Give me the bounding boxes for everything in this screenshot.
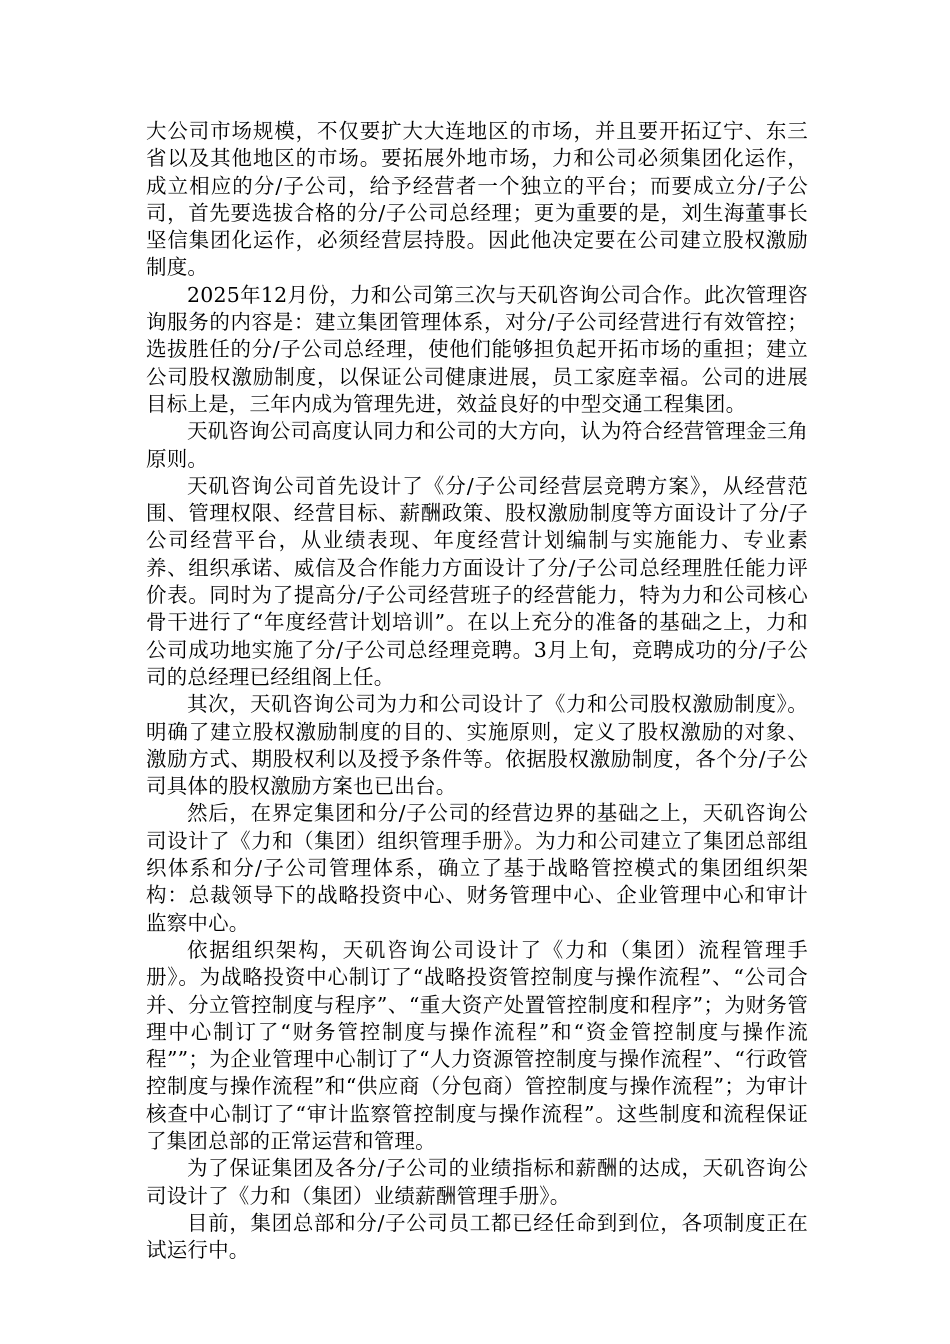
paragraph-3: 天矶咨询公司高度认同力和公司的大方向，认为符合经营管理金三角原则。 [146, 419, 808, 471]
document-page [146, 118, 808, 1264]
paragraph-5: 其次，天矶咨询公司为力和公司设计了《力和公司股权激励制度》。明确了建立股权激励制度的目的、实施原则，定义了股权激励的对象、激励方式、期股权利以及授予条件等。依据股权激励制度，各个分/子公司具体的股权激励方案也已出台。 [146, 692, 808, 799]
paragraph-8: 为了保证集团及各分/子公司的业绩指标和薪酬的达成，天矶咨询公司设计了《力和（集团）业绩薪酬管理手册》。 [146, 1156, 808, 1208]
paragraph-4: 天矶咨询公司首先设计了《分/子公司经营层竞聘方案》，从经营范围、管理权限、经营目标、薪酬政策、股权激励制度等方面设计了分/子公司经营平台，从业绩表现、年度经营计划编制与实施能力、专业素养、组织承诺、威信及合作能力方面设计了分/子公司总经理胜任能力评价表。同时为了提高分/子公司经营班子的经营能力，特为力和公司核心骨干进行了“年度经营计划培训”。在以上充分的准备的基础之上，力和公司成功地实施了分/子公司总经理竞聘。3月上旬，竞聘成功的分/子公司的总经理已经组阁上任。 [146, 473, 808, 689]
paragraph-6: 然后，在界定集团和分/子公司的经营边界的基础之上，天矶咨询公司设计了《力和（集团）组织管理手册》。为力和公司建立了集团总部组织体系和分/子公司管理体系，确立了基于战略管控模式的集团组织架构：总裁领导下的战略投资中心、财务管理中心、企业管理中心和审计监察中心。 [146, 801, 808, 935]
paragraph-9: 目前，集团总部和分/子公司员工都已经任命到到位，各项制度正在试运行中。 [146, 1210, 808, 1263]
paragraph-1: 大公司市场规模，不仅要扩大大连地区的市场，并且要开拓辽宁、东三省以及其他地区的市场。要拓展外地市场，力和公司必须集团化运作，成立相应的分/子公司，给予经营者一个独立的平台；而要成立分/子公司，首先要选拔合格的分/子公司总经理；更为重要的是，刘生海董事长坚信集团化运作，必须经营层持股。因此他决定要在公司建立股权激励制度。 [146, 119, 808, 280]
paragraph-2: 2025年12月份，力和公司第三次与天矶咨询公司合作。此次管理咨询服务的内容是：建立集团管理体系，对分/子公司经营进行有效管控；选拔胜任的分/子公司总经理，使他们能够担负起开拓市场的重担；建立公司股权激励制度，以保证公司健康进展，员工家庭幸福。公司的进展目标上是，三年内成为管理先进，效益良好的中型交通工程集团。 [146, 282, 808, 416]
paragraph-7: 依据组织架构，天矶咨询公司设计了《力和（集团）流程管理手册》。为战略投资中心制订了“战略投资管控制度与操作流程”、“公司合并、分立管控制度与程序”、“重大资产处置管控制度和程序”；为财务管理中心制订了“财务管控制度与操作流程”和“资金管控制度与操作流程””；为企业管理中心制订了“人力资源管控制度与操作流程”、“行政管控制度与操作流程”和“供应商（分包商）管控制度与操作流程”；为审计核查中心制订了“审计监察管控制度与操作流程”。这些制度和流程保证了集团总部的正常运营和管理。 [146, 937, 808, 1153]
